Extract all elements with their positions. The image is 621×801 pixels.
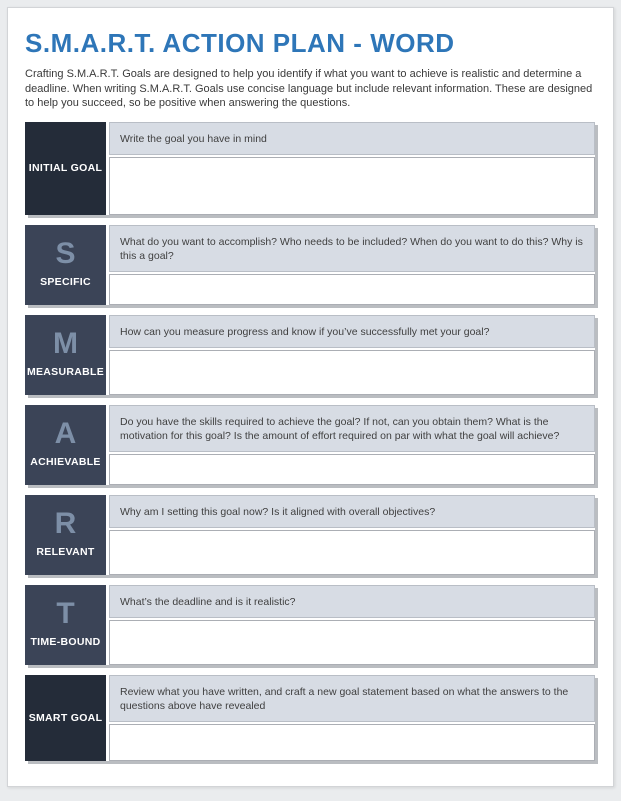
answer-cell[interactable] (109, 274, 595, 305)
goal-row-smart-goal (25, 675, 595, 761)
question-cell: How can you measure progress and know if you’ve successfully met your goal? (109, 315, 595, 348)
row-label: INITIAL GOAL (28, 162, 103, 174)
goal-row-relevant (25, 495, 595, 575)
row-letter: T (56, 597, 75, 630)
row-label: RELEVANT (36, 546, 95, 558)
row-sidebar (25, 122, 106, 215)
row-sidebar (25, 405, 106, 485)
question-cell: Write the goal you have in mind (109, 122, 595, 155)
row-label: SPECIFIC (40, 276, 91, 288)
row-sidebar (25, 585, 106, 665)
row-cells (109, 315, 595, 395)
row-sidebar (25, 225, 106, 305)
goal-row-time-bound (25, 585, 595, 665)
row-cells (109, 225, 595, 305)
goal-row-achievable (25, 405, 595, 485)
row-sidebar (25, 495, 106, 575)
row-letter: S (55, 237, 76, 270)
row-cells (109, 405, 595, 485)
row-cells (109, 495, 595, 575)
row-label: TIME-BOUND (30, 636, 101, 648)
row-label: MEASURABLE (26, 366, 105, 378)
row-cells (109, 675, 595, 761)
answer-cell[interactable] (109, 620, 595, 665)
row-cells (109, 585, 595, 665)
question-cell: Review what you have written, and craft a new goal statement based on what the answers to the questions above have revealed (109, 675, 595, 722)
row-letter: R (54, 507, 77, 540)
question-cell: What’s the deadline and is it realistic? (109, 585, 595, 618)
smart-table (25, 122, 595, 761)
goal-row-initial (25, 122, 595, 215)
answer-cell[interactable] (109, 157, 595, 215)
question-cell: Why am I setting this goal now? Is it aligned with overall objectives? (109, 495, 595, 528)
document-page (7, 7, 614, 787)
question-cell: What do you want to accomplish? Who needs to be included? When do you want to do this? Why is this a goal? (109, 225, 595, 272)
page-title: S.M.A.R.T. ACTION PLAN - WORD (25, 28, 455, 58)
row-sidebar (25, 675, 106, 761)
row-label: SMART GOAL (28, 711, 103, 724)
answer-cell[interactable] (109, 530, 595, 575)
answer-cell[interactable] (109, 724, 595, 761)
row-sidebar (25, 315, 106, 395)
question-cell: Do you have the skills required to achieve the goal? If not, can you obtain them? What is the motivation for this goal? Is the amount of effort required on par with what the goal will achieve? (109, 405, 595, 452)
answer-cell[interactable] (109, 350, 595, 395)
row-letter: A (54, 417, 77, 450)
answer-cell[interactable] (109, 454, 595, 485)
row-label: ACHIEVABLE (30, 456, 101, 468)
intro-text: Crafting S.M.A.R.T. Goals are designed to help you identify if what you want to achieve is realistic and determine a deadline. When writing S.M.A.R.T. Goals use concise language but include relevant information. These are designed to help you succeed, so be positive when answering the questions. (25, 68, 593, 109)
goal-row-measurable (25, 315, 595, 395)
row-letter: M (53, 327, 78, 360)
row-cells (109, 122, 595, 215)
goal-row-specific (25, 225, 595, 305)
